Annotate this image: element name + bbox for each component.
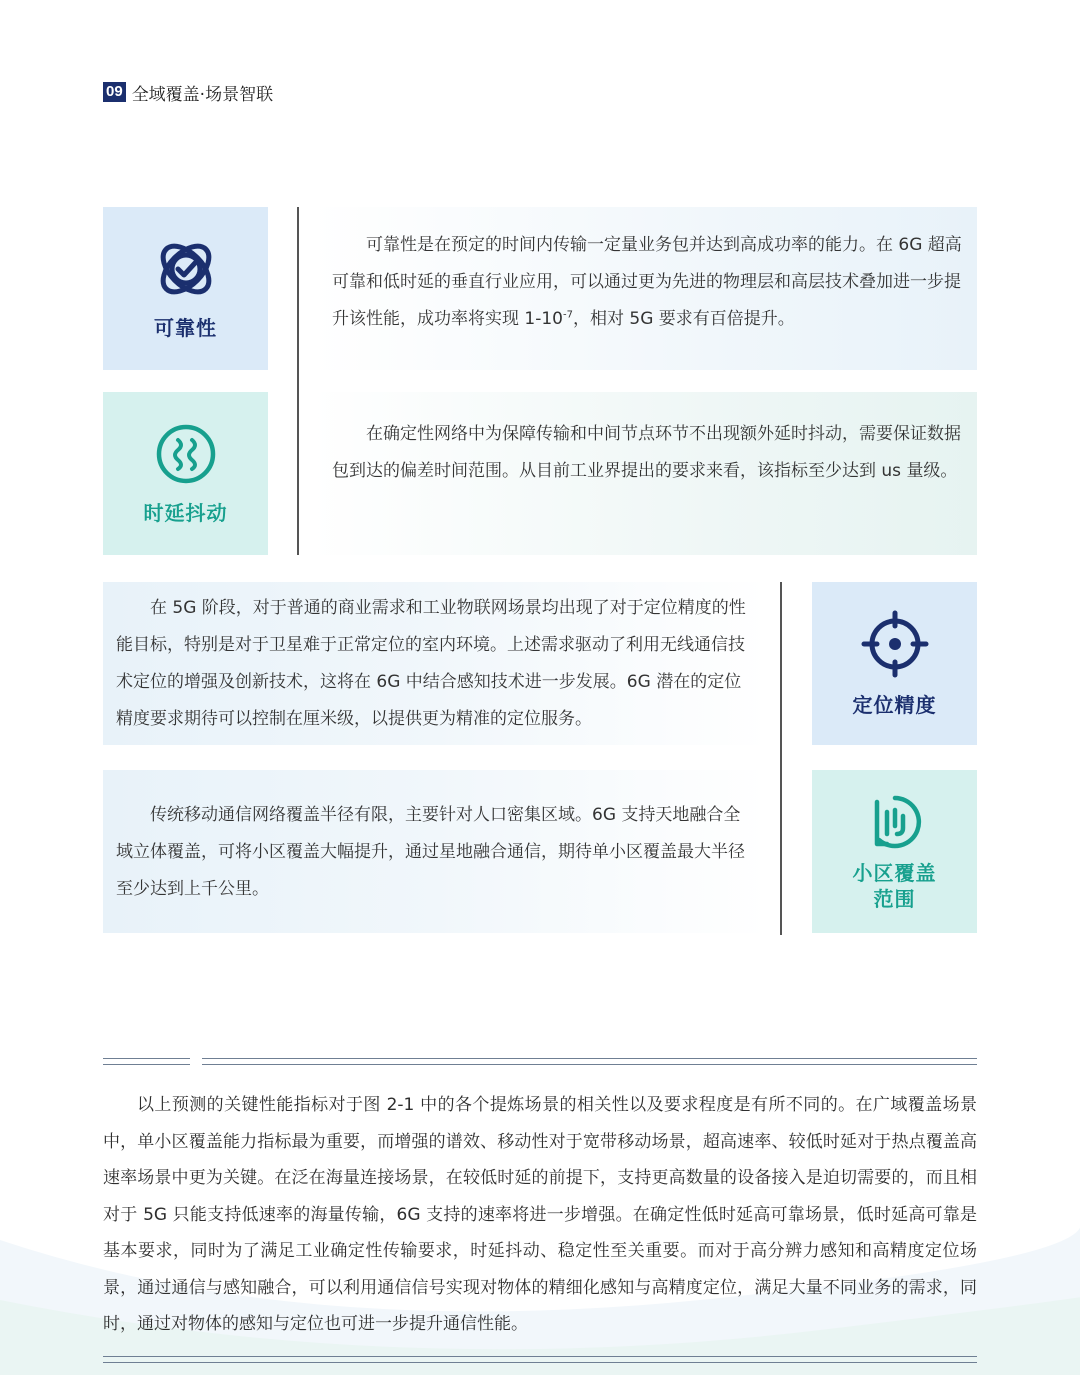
positioning-text-panel	[103, 582, 768, 745]
reliability-label: 可靠性	[154, 315, 217, 340]
jitter-card	[103, 392, 268, 555]
coverage-label: 小区覆盖 范围	[852, 860, 937, 911]
jitter-text-panel	[312, 392, 977, 555]
coverage-text-panel	[103, 770, 768, 933]
jitter-wave-icon	[154, 422, 218, 486]
section-title: 全域覆盖·场景智联	[131, 84, 274, 105]
coverage-card	[812, 770, 977, 933]
cell-coverage-icon	[865, 792, 925, 852]
section-rule-right	[202, 1058, 977, 1065]
divider-top	[297, 207, 299, 555]
positioning-card	[812, 582, 977, 745]
shield-check-icon	[154, 237, 218, 301]
section-number: 09	[103, 82, 126, 102]
section-rule-left	[103, 1058, 190, 1065]
reliability-description: 可靠性是在预定的时间内传输一定量业务包并达到高成功率的能力。在 6G 超高可靠和低时延的垂直行业应用，可以通过更为先进的物理层和高层技术叠加进一步提升该性能，成功率将实现 $1-10^{-7}$，相对 5G 要求有百倍提升。	[332, 235, 962, 329]
summary-paragraph	[103, 1087, 977, 1343]
reliability-card	[103, 207, 268, 370]
positioning-description: 在 5G 阶段，对于普通的商业需求和工业物联网场景均出现了对于定位精度的性能目标，特别是对于卫星难于正常定位的室内环境。上述需求驱动了利用无线通信技术定位的增强及创新技术，这将在 6G 中结合感知技术进一步发展。6G 潜在的定位精度要求期待可以控制在厘米级，以提供更为精准的定位服务。	[116, 598, 746, 729]
jitter-description: 在确定性网络中为保障传输和中间节点环节不出现额外延时抖动，需要保证数据包到达的偏差时间范围。从目前工业界提出的要求来看，该指标至少达到 us 量级。	[332, 424, 961, 481]
positioning-label: 定位精度	[852, 692, 937, 717]
page-header	[103, 81, 273, 103]
jitter-label: 时延抖动	[143, 500, 228, 525]
summary-text: 以上预测的关键性能指标对于图 2-1 中的各个提炼场景的相关性以及要求程度是有所不同的。在广域覆盖场景中，单小区覆盖能力指标最为重要，而增强的谱效、移动性对于宽带移动场景，超高速率、较低时延对于热点覆盖高速率场景中更为关键。在泛在海量连接场景，在较低时延的前提下，支持更高数量的设备接入是迫切需要的，而且相对于 5G 只能支持低速率的海量传输，6G 支持的速率将进一步增强。在确定性低时延高可靠场景，低时延高可靠是基本要求，同时为了满足工业确定性传输要求，时延抖动、稳定性至关重要。而对于高分辨力感知和高精度定位场景，通过通信与感知融合，可以利用通信信号实现对物体的精细化感知与高精度定位，满足大量不同业务的需求，同时，通过对物体的感知与定位也可进一步提升通信性能。	[103, 1095, 977, 1334]
divider-bottom	[780, 582, 782, 935]
coverage-description: 传统移动通信网络覆盖半径有限，主要针对人口密集区域。6G 支持天地融合全域立体覆盖，可将小区覆盖大幅提升，通过星地融合通信，期待单小区覆盖最大半径至少达到上千公里。	[116, 805, 745, 899]
crosshair-icon	[861, 610, 929, 678]
reliability-text-panel	[312, 207, 977, 370]
bottom-rule	[103, 1356, 977, 1363]
